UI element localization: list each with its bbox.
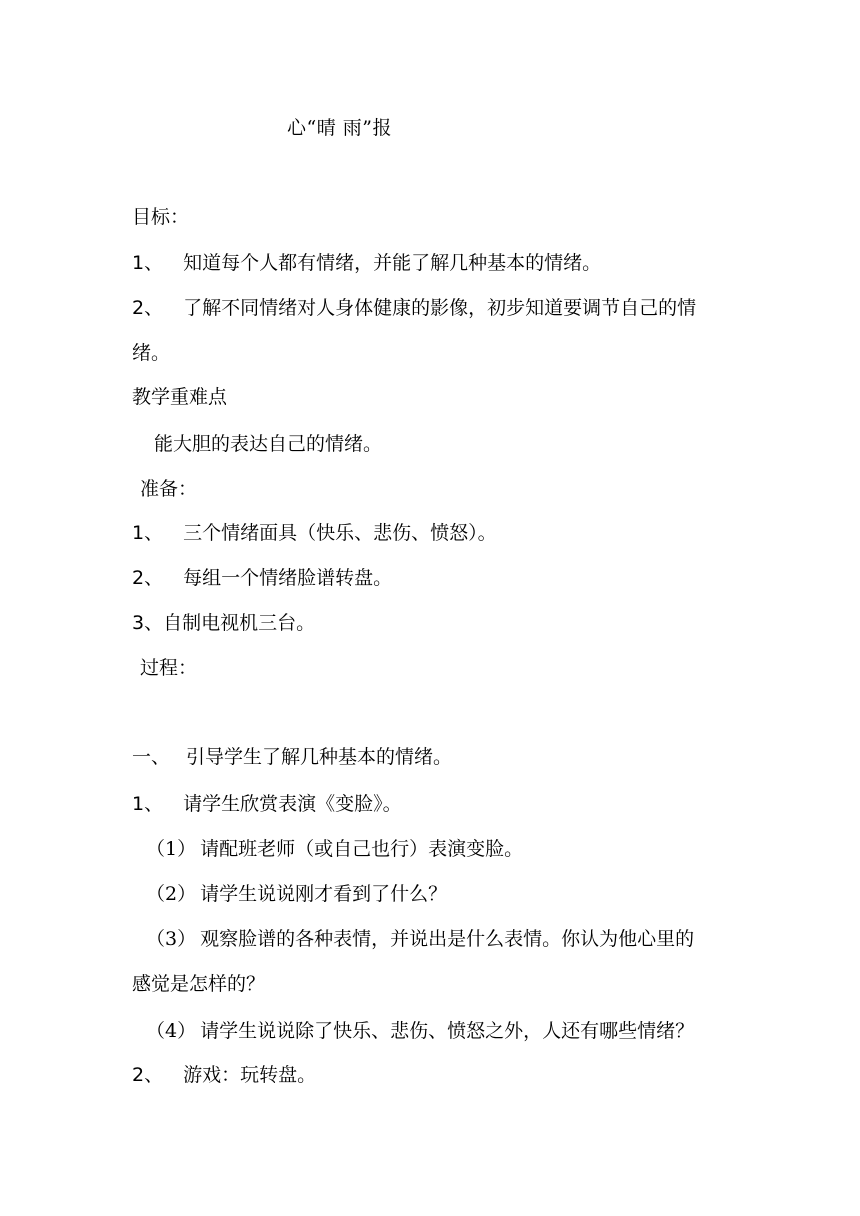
section-1 [132, 745, 452, 769]
substep-4 [146, 1019, 694, 1043]
goal-item-1 [132, 251, 601, 275]
prep-text: 每组一个情绪脸谱转盘。 [183, 567, 393, 589]
section-text: 引导学生了解几种基本的情绪。 [186, 746, 453, 768]
prep-heading: 准备： [140, 478, 198, 500]
section-number: 一、 [132, 746, 171, 768]
step-1 [132, 792, 402, 816]
process-heading: 过程： [140, 657, 198, 679]
prep-number: 2、 [132, 567, 164, 589]
substep-number: （2） [146, 883, 197, 905]
substep-1 [146, 837, 523, 861]
prep-text: 三个情绪面具（快乐、悲伤、愤怒）。 [183, 522, 497, 544]
step-2 [132, 1063, 316, 1087]
prep-text: 自制电视机三台。 [163, 612, 316, 634]
goal-text: 了解不同情绪对人身体健康的影像，初步知道要调节自己的情 [183, 297, 697, 319]
substep-2 [146, 882, 447, 906]
step-number: 2、 [132, 1064, 164, 1086]
prep-item-3 [132, 611, 315, 635]
prep-item-1 [132, 521, 497, 545]
substep-text: 观察脸谱的各种表情，并说出是什么表情。你认为他心里的 [200, 928, 695, 950]
substep-number: （3） [146, 928, 197, 950]
substep-3-continuation: 感觉是怎样的？ [132, 973, 266, 995]
difficulty-heading: 教学重难点 [132, 386, 228, 408]
document-title: 心“晴 雨”报 [287, 117, 392, 139]
goal-item-2-continuation: 绪。 [132, 342, 171, 364]
substep-number: （4） [146, 1020, 197, 1042]
step-number: 1、 [132, 793, 164, 815]
substep-number: （1） [146, 838, 197, 860]
goal-text: 知道每个人都有情绪，并能了解几种基本的情绪。 [183, 252, 602, 274]
prep-number: 1、 [132, 522, 164, 544]
goal-number: 1、 [132, 252, 164, 274]
substep-text: 请学生说说除了快乐、悲伤、愤怒之外，人还有哪些情绪？ [200, 1020, 695, 1042]
substep-3 [146, 927, 694, 951]
step-text: 游戏：玩转盘。 [183, 1064, 317, 1086]
goal-number: 2、 [132, 297, 164, 319]
substep-text: 请配班老师（或自己也行）表演变脸。 [200, 838, 524, 860]
prep-number: 3、 [132, 612, 164, 634]
prep-item-2 [132, 566, 392, 590]
step-text: 请学生欣赏表演《变脸》。 [183, 793, 402, 815]
difficulty-text: 能大胆的表达自己的情绪。 [154, 433, 383, 455]
goals-heading: 目标： [132, 206, 190, 228]
substep-text: 请学生说说刚才看到了什么？ [200, 883, 448, 905]
goal-item-2 [132, 296, 696, 320]
